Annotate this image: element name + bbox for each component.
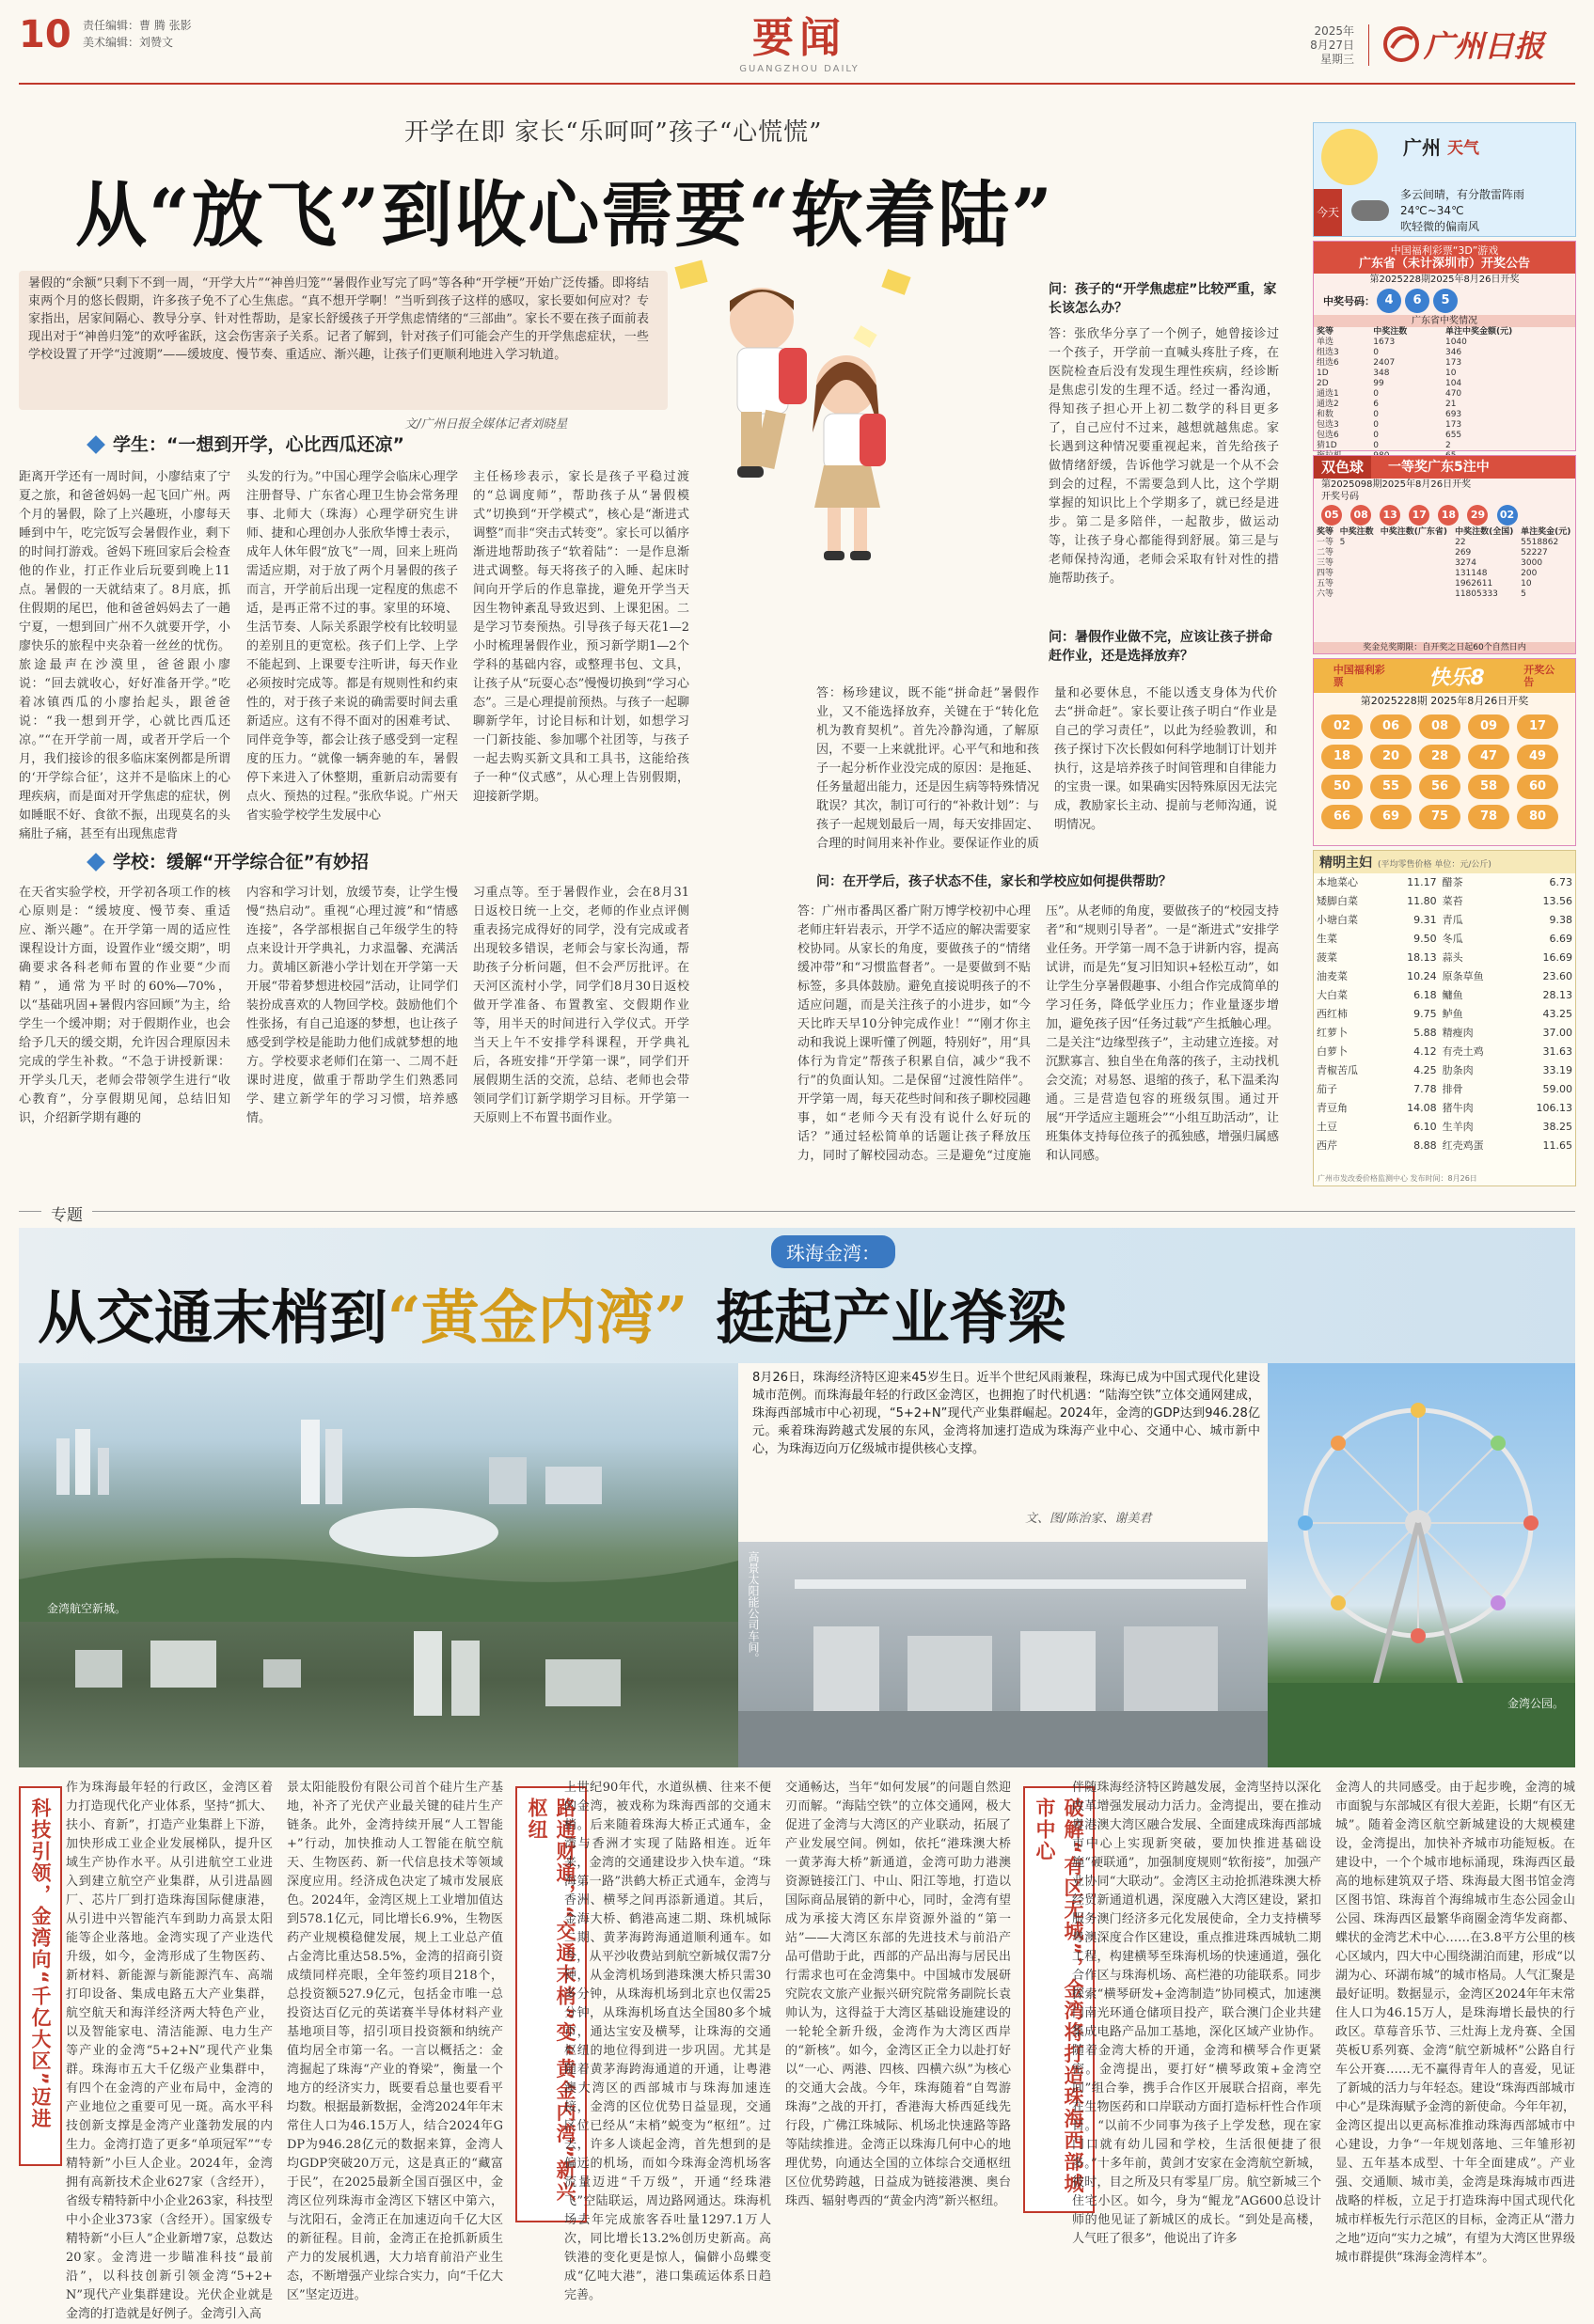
- date-year: 2025年: [1314, 24, 1354, 38]
- market-cell: 10.24: [1407, 970, 1437, 982]
- market-cell: 鲈鱼: [1442, 1008, 1463, 1020]
- ssq-row-cell: 269: [1455, 548, 1472, 557]
- ssq-row-cell: 52227: [1521, 548, 1548, 557]
- market-cell: 精瘦肉: [1442, 1027, 1474, 1039]
- qa2-answer-a: 答：杨珍建议，既不能“拼命赶”暑假作业，又不能选择放弃，关键在于“转化危机为教育契机”。首先冷静沟通，了解原因，不要一上来就批评。心平气和地和孩子一起分析作业没完成的原因：是拖延、任务量超出能力，还是因生病等特殊情况耽误？其次，制订可行的“补救计划”：与孩子一起规划最后一周，每天安排固定、合理的时间用来补作业。要保证作业的质量和必要休息，不能以透支身体为代价去“拼命赶”。家长要让孩子明白“作业是自己的学习责任”，以此为经验教训，和孩子探讨下次长假如何科学地制订计划并执行，这是培养孩子时间管理和自律能力的宝贵一课。如果确实因特殊原因无法完成，教励家长主动、提前与老师沟通，说明情况。: [816, 686, 1277, 851]
- market-cell: 11.17: [1407, 876, 1437, 888]
- kl8-ball: 66: [1321, 805, 1363, 829]
- market-cell: 6.18: [1413, 989, 1437, 1001]
- weather-desc: 多云间晴，有分散雷阵雨: [1400, 188, 1525, 201]
- sun-icon: [1321, 129, 1378, 185]
- lottery-3d-row-cell: 99: [1373, 379, 1384, 388]
- market-header: [1314, 851, 1575, 873]
- lottery-3d-row-cell: 173: [1444, 420, 1462, 430]
- ssq-red-ball: 08: [1350, 505, 1371, 526]
- lottery-3d-row-cell: 1D: [1317, 369, 1329, 378]
- market-row: [1314, 1137, 1575, 1155]
- market-cell: 14.08: [1407, 1102, 1437, 1114]
- photo-aviation-new-city: [19, 1363, 738, 1622]
- market-cell: 原条草鱼: [1442, 970, 1484, 982]
- kl8-ball: 80: [1517, 805, 1558, 829]
- ssq-row: [1314, 579, 1575, 589]
- market-cell: 33.19: [1542, 1064, 1572, 1076]
- photo-jinwan-park: [1268, 1363, 1575, 1767]
- lottery-3d-label: 中奖号码：: [1323, 295, 1375, 307]
- sub2-col1: 在天省实验学校，开学初各项工作的核心原则是：“缓坡度、慢节奏、重适应、渐兴趣”。在开学第一周的适应性课程设计方面，设置作业“缓交期”，明确要求各科老师布置的作业要“少而精”，通常为平时的60%—70%，以“基础巩固+暑假内容回顾”为主，给学生一个缓冲期；对于假期作业，也会给予几天的缓交期，允许因合理原因未完成的学生补救。“不急于讲授新课：开学头几天，老师会带领学生进行“收心教育”，分享假期见闻，总结旧知识，介绍新学期有趣的: [19, 886, 230, 1125]
- ssq-row-cell: [1337, 548, 1378, 558]
- kl8-ball: 60: [1517, 775, 1558, 799]
- market-row: [1314, 1024, 1575, 1043]
- ssq-title: 双色球: [1314, 456, 1371, 479]
- lottery-3d-period: 第2025228期2025年8月26日开奖: [1369, 275, 1520, 285]
- ssq-header-cell: 中奖注数(广东省): [1380, 527, 1448, 537]
- kl8-ball: 28: [1419, 745, 1460, 769]
- ssq-row-cell: [1337, 558, 1378, 569]
- lottery-3d-row-cell: 104: [1444, 379, 1462, 388]
- ssq-row-cell: [1337, 579, 1378, 589]
- special-intro: 8月26日，珠海经济特区迎来45岁生日。近半个世纪风雨兼程，珠海已成为中国式现代化建设城市范例。而珠海最年轻的行政区金湾区，也拥抱了时代机遇：“陆海空铁”立体交通网建成，珠海西部城市中心初现，“5+2+N”现代产业集群崛起。2024年，金湾的GDP达到946.28亿元。乘着珠海跨越式发展的东风，金湾将加速打造成为珠海产业中心、交通中心、城市新中心，为珠海迈向万亿级城市提供核心支撑。: [752, 1371, 1260, 1456]
- market-box: [1313, 850, 1576, 1186]
- ssq-period: 第2025098期2025年8月26日开奖: [1321, 479, 1472, 490]
- market-cell: 11.80: [1407, 895, 1437, 907]
- lottery-3d-row-cell: 1673: [1373, 338, 1396, 347]
- ssq-red-ball: 29: [1467, 505, 1488, 526]
- market-cell: 生菜: [1317, 933, 1337, 945]
- kids-illustration: [658, 244, 940, 583]
- market-cell: 18.13: [1407, 951, 1437, 964]
- market-cell: 醋茶: [1442, 876, 1463, 888]
- ssq-row: [1314, 589, 1575, 600]
- lottery-3d-header-row: [1314, 327, 1575, 338]
- market-cell: 16.69: [1542, 951, 1572, 964]
- ssq-row-cell: 131148: [1455, 569, 1488, 578]
- ssq-row-cell: 5: [1339, 538, 1346, 547]
- sec1-col1: 作为珠海最年轻的行政区，金湾区着力打造现代化产业体系，坚持“抓大、扶小、育新”，打造产业集群上下游，加快形成工业企业发展梯队，提升区域生产协作水平。从引进航空工业进入到建立航空产业集群，从引进晶圆厂、芯片厂到打造珠海国际健康港，从引进中兴智能汽车到助力高景太阳能等企业落地。金湾实现了产业迭代升级，如今，金湾形成了生物医药、新材料、新能源与新能源汽车、高端打印设备、集成电路五大产业集群，航空航天和海洋经济两大特色产业，以及智能家电、清洁能源、电力生产等产业的金湾“5+2+N”现代产业集群。珠海市五大千亿级产业集群中，有四个在金湾的产业布局中，金湾的产业地位之重要可见一斑。高水平科技创新支撑是金湾产业蓬勃发展的内生力。金湾打造了更多“单项冠军”“专精特新”小巨人企业。2024年，金湾拥有高新技术企业627家（含经开），省级专精特新中小企业263家，科技型中小企业373家（含经开）。国家级专精特新“小巨人”企业新增7家，总数达20家。金湾进一步瞄准科技“最前沿”，以科技创新引领金湾“5+2+N”现代产业集群建设。光伏企业就是金湾的打造就是好例子。金湾引入高: [66, 1781, 273, 2321]
- ssq-row-cell: [1378, 538, 1452, 548]
- special-byline: 文、图/陈治家、谢美君: [1025, 1512, 1152, 1526]
- ssq-row: [1314, 548, 1575, 558]
- sub1-col3: 主任杨珍表示，家长是孩子平稳过渡的“总调度师”，帮助孩子从“暑假模式”切换到“开学模式”，核心是“渐进式调整”而非“突击式转变”。家长可以循序渐进地帮助孩子“软着陆”：一是作息渐进式调整。每天将孩子的入睡、起床时间向开学后的作息靠拢，避免开学当天因生物钟紊乱导致迟到、上课犯困。二是学习节奏预热。引导孩子每天花1—2小时梳理暑假作业，预习新学期1—2个学科的基础内容，或整理书包、文具，让孩子从“玩耍心态”慢慢切换到“学习心态”。三是心理提前预热。与孩子一起聊聊新学年，讨论目标和计划，如想学习一门新技能、参加哪个社团等，与孩子一起去购买新文具和工具书，这能给孩子一种“仪式感”，从心理上告别假期，迎接新学期。: [473, 470, 689, 804]
- special-location: 珠海金湾：: [771, 1235, 895, 1268]
- ssq-header-row: [1314, 527, 1575, 538]
- qa1-answer: 答：张欣华分享了一个例子，她曾接诊过一个孩子，开学前一直喊头疼肚子疼，在医院检查后没有发现生理性疾病，经诊断是焦虑引发的生理不适。经过一番沟通，得知孩子担心开上初二数学的科目更多了，自己应付不过来，越想就越焦虑。家长遇到这种情况要重视起来，首先给孩子做情绪舒缓，告诉他学习就是一个从不会到会的过程，不需要急到人比，这个学期掌握的知识比上个学期多了，就已经是进步。第二是多陪伴，一起散步，做运动等，让孩子身心都能得到舒展。第三是与老师保持沟通，老师会采取有针对性的措施帮助孩子。: [1049, 327, 1279, 586]
- lottery-3d-row: [1314, 400, 1575, 410]
- lottery-3d-box: [1313, 241, 1576, 451]
- caption-aviation-new-city: 金湾航空新城。: [47, 1602, 127, 1615]
- sec2-col1: 上世纪90年代，水道纵横、往来不便的金湾，被戏称为珠海西部的交通末梢。后来随着珠海大桥正式通车，金湾与香洲才实现了陆路相连。近年来，金湾的交通建设步入快车道。“珠海第一路”洪鹤大桥正式通车，金湾与香洲、横琴之间再添新通道。其后，金海大桥、鹤港高速二期、珠机城际二期、黄茅海跨海通道顺利通车。如今，从平沙收费站到航空新城仅需7分钟，从金湾机场到港珠澳大桥只需30多分钟，从珠海机场到北京也仅需25分钟，从珠海机场直达全国80多个城市，通达宝安及横琴，让珠海的交通枢纽的地位得到进一步巩固。尤其是随着黄茅海跨海通道的开通，让粤港澳大湾区的西部城市与珠海加速连接，金湾的区位优势日益显现，交通区位已经从“末梢”蜕变为“枢纽”。过去，许多人谈起金湾，首先想到的是偏远的机场，而如今珠海金湾机场客流量迈进“千万级”，开通“经珠港飞”空陆联运，周边路网通达。珠海机场去年完成旅客吞吐量1297.1万人次，同比增长13.2%创历史新高。高铁港的变化更是惊人，偏僻小岛蝶变成“亿吨大港”，港口集疏运体系日趋完善。: [564, 1781, 771, 2302]
- market-cell: 28.13: [1542, 989, 1572, 1001]
- sub2-heading: 学校：缓解“开学综合征”有妙招: [113, 852, 369, 872]
- weather-box: [1313, 122, 1576, 237]
- ssq-blue-ball: 02: [1497, 505, 1518, 526]
- ssq-row-cell: [1378, 579, 1452, 589]
- market-cell: 青椒苦瓜: [1317, 1064, 1358, 1076]
- ssq-row-cell: 3274: [1455, 558, 1476, 568]
- lottery-3d-row-cell: 2407: [1373, 358, 1396, 368]
- market-cell: 4.25: [1413, 1064, 1437, 1076]
- kl8-ball: 02: [1321, 714, 1363, 739]
- market-cell: 蒜头: [1442, 951, 1463, 964]
- special-title-gold: “黄金内湾”: [387, 1283, 688, 1352]
- kl8-box: [1313, 658, 1576, 846]
- lottery-3d-row-cell: 包选6: [1317, 431, 1339, 440]
- lottery-3d-row: [1314, 338, 1575, 348]
- kl8-ball: 18: [1321, 745, 1363, 769]
- article1-byline: 文/广州日报全媒体记者刘晓星: [404, 417, 568, 432]
- market-row: [1314, 1043, 1575, 1061]
- weather-temp: 24℃~34℃: [1400, 204, 1464, 217]
- weekday: 星期三: [1319, 53, 1354, 66]
- ssq-row-cell: 1962611: [1455, 579, 1493, 589]
- market-cell: 红壳鸡蛋: [1442, 1139, 1484, 1152]
- market-cell: 31.63: [1542, 1045, 1572, 1058]
- market-cell: 有壳土鸡: [1442, 1045, 1484, 1058]
- kl8-ball: 75: [1419, 805, 1460, 829]
- ssq-row-cell: 一等: [1317, 538, 1334, 547]
- lottery-3d-row-cell: 173: [1444, 358, 1462, 368]
- cloud-rain-icon: [1351, 200, 1389, 221]
- weather-label: 天气: [1447, 139, 1479, 158]
- kl8-ball: 47: [1468, 745, 1509, 769]
- kl8-ball: 49: [1517, 745, 1558, 769]
- lottery-3d-row-cell: 655: [1444, 431, 1462, 440]
- kl8-ball: 58: [1468, 775, 1509, 799]
- weather-today: 今天: [1314, 189, 1342, 236]
- lottery-3d-table: [1314, 327, 1575, 462]
- lottery-3d-row-cell: 和数: [1317, 410, 1334, 419]
- ssq-row: [1314, 569, 1575, 579]
- kl8-numbers: [1314, 710, 1575, 834]
- market-cell: 青瓜: [1442, 914, 1463, 926]
- caption-factory: 高景太阳能公司车间。: [747, 1551, 760, 1664]
- lottery-3d-row: [1314, 369, 1575, 379]
- market-cell: 23.60: [1542, 970, 1572, 982]
- lottery-3d-row-cell: 通选2: [1317, 400, 1339, 409]
- lottery-3d-row-cell: 346: [1444, 348, 1462, 357]
- ssq-row: [1314, 558, 1575, 569]
- lottery-3d-row-cell: 348: [1373, 369, 1390, 378]
- market-cell: 红萝卜: [1317, 1027, 1348, 1039]
- sub2-col3: 习重点等。至于暑假作业，会在8月31日返校日统一上交，老师的作业点评侧重表扬完成得好的同学，没有完成或者出现较多错误，老师会与家长沟通，帮助孩子分析问题，但不会严厉批评。在天河区流村小学，同学们8月30日返校做开学准备、布置教室、交假期作业等，用半天的时间进行入学仪式。开学当天上午不安排学科课程，开学典礼后，各班安排“开学第一课”，同学们开展假期生活的交流，总结、老师也会带领同学们订新学期学习目标。开学第一天原则上不布置书面作业。: [473, 886, 689, 1125]
- market-cell: 59.00: [1542, 1083, 1572, 1095]
- market-row: [1314, 1118, 1575, 1137]
- ssq-red-ball: 05: [1321, 505, 1342, 526]
- sec3-col1: 伴随珠海经济特区跨越发展，金湾坚持以深化改革增强发展动力活力。金湾提出，要在推动粤港澳大湾区融合发展、全面建成珠海西部城市中心上实现新突破，要加快推进基础设施“硬联通”，加强制度规则“软衔接”，加强产业协同“大联动”。金湾区主动抢抓港珠澳大桥经贸新通道机遇，深度融入大湾区建设，紧扣服务澳门经济多元化发展使命，全力支持横琴粤澳深度合作区建设，重点推进珠西城轨二期工程，构建横琴至珠海机场的快速通道，强化合作区与珠海机场、高栏港的功能联系。同步探索“横琴研发+金湾制造”协同模式，加速澳门南光环通仓储项目投产，联合澳门企业共建集成电路产品加工基地，深化区域产业协作。随着金湾大桥的开通，金湾和横琴合作更紧密。金湾提出，要打好“横琴政策+金湾空间”组合拳，携手合作区开展联合招商，率先在生物医药和口岸联动方面打造标杆性合作项目。“以前不少同事为孩子上学发愁，现在家门口就有幼儿园和学校，生活很便捷了很多。”十多年前，黄剑才安家在金湾航空新城，彼时，目之所及只有零星厂房。航空新城三个住宅小区。如今，身为“鲲龙”AG600总设计师的他见证了新城区的成长。“到处是高楼，人气旺了很多”，他说出了许多: [1072, 1781, 1321, 2246]
- lottery-3d-numbers: [1314, 287, 1575, 315]
- ssq-box: [1313, 455, 1576, 654]
- lottery-3d-row: [1314, 441, 1575, 451]
- ssq-row-cell: 二等: [1317, 548, 1334, 557]
- market-unit: (平均零售价格 单位：元/公斤): [1378, 860, 1491, 870]
- lottery-3d-row-cell: 1040: [1444, 338, 1467, 347]
- special-title-post: 挺起产业脊梁: [716, 1283, 1066, 1352]
- sub1-heading: 学生：“一想到开学，心比西瓜还凉”: [113, 434, 404, 455]
- market-cell: 9.50: [1413, 933, 1437, 945]
- market-row: [1314, 986, 1575, 1005]
- market-row: [1314, 911, 1575, 930]
- market-cell: 6.69: [1549, 933, 1572, 945]
- market-cell: 11.65: [1542, 1139, 1572, 1152]
- ssq-row-cell: [1337, 589, 1378, 600]
- lottery-3d-row-cell: 猜1D: [1317, 441, 1337, 450]
- section-en: GUANGZHOU DAILY: [739, 64, 860, 74]
- kl8-ball: 50: [1321, 775, 1363, 799]
- sec2-heading: 路通财通，“交通末梢”变“黄金内湾”新兴枢纽: [515, 1786, 587, 2222]
- ssq-row: [1314, 538, 1575, 548]
- sec3-col2: 金湾人的共同感受。由于起步晚，金湾的城市面貌与东部城区有很大差距，长期“有区无城”。随着金湾区航空新城建设的大规模建设，金湾提出，加快补齐城市功能短板。在建设中，一个个城市地标涌现，珠海西区最高的地标建筑双子塔、珠海最大图书馆金湾区图书馆、珠海首个海绵城市生态公园金山公园、珠海西区最繁华商圈金湾华发商都、蝶状的金湾艺术中心……在3.8平方公里的核心区域内，四大中心围绕湖泊而建，形成“以湖为心、环湖布城”的城市格局。人气汇聚是最好证明。数据显示，金湾区2024年年末常住人口为46.15万人，是珠海增长最快的行政区。草莓音乐节、三灶海上龙舟赛、全国英板U系列赛、金湾“航空新城杯”公路自行车公开赛……无不赢得青年人的喜爱，见证了新城的活力与年轻态。建设“珠海西部城市中心”是珠海赋予金湾的新使命。今年年初，金湾区提出以更高标准推动珠海西部城市中心建设，力争“一年规划落地、三年雏形初显、五年基本成型、十年全面建成”。产业强、交通顺、城市美，金湾是珠海城市西进战略的样板，立足于打造珠海中国式现代化城市样板先行示范区的目标，金湾正从“潜力之地”迈向“实力之城”，有望为大湾区世界级城市群提供“珠海金湾样本”。: [1335, 1781, 1575, 2265]
- lottery-3d-header-cell: 中奖注数: [1373, 327, 1408, 337]
- qa2-question: 问：暑假作业做不完，应该让孩子拼命赶作业，还是选择放弃？: [1049, 630, 1272, 664]
- lottery-3d-row-cell: 6: [1373, 400, 1379, 409]
- lottery-3d-row-cell: 470: [1444, 389, 1462, 399]
- market-cell: 生羊肉: [1442, 1121, 1474, 1133]
- market-cell: 菜苔: [1442, 895, 1463, 907]
- ssq-row-cell: 22: [1455, 538, 1466, 547]
- lottery-3d-row: [1314, 348, 1575, 358]
- kl8-ball: 55: [1370, 775, 1412, 799]
- ssq-row-cell: 五等: [1317, 579, 1334, 589]
- lottery-3d-row-cell: 0: [1373, 389, 1379, 399]
- ssq-red-ball: 13: [1380, 505, 1400, 526]
- section-title: [724, 4, 875, 74]
- kl8-period: 第2025228期 2025年8月26日开奖: [1360, 695, 1529, 707]
- market-row: [1314, 1005, 1575, 1024]
- lottery-3d-row-cell: 0: [1373, 420, 1379, 430]
- lottery-3d-title1: 中国福利彩票“3D”游戏: [1390, 244, 1499, 257]
- kl8-tag: 开奖公告: [1523, 664, 1555, 688]
- market-title: 精明主妇: [1319, 856, 1372, 871]
- kl8-ball: 08: [1419, 714, 1460, 739]
- market-cell: 106.13: [1536, 1102, 1572, 1114]
- lottery-3d-ball: 6: [1405, 289, 1429, 313]
- market-row: [1314, 892, 1575, 911]
- weather-detail: [1400, 187, 1524, 235]
- market-cell: 白萝卜: [1317, 1045, 1348, 1058]
- lottery-3d-row-cell: 通选1: [1317, 389, 1339, 399]
- market-cell: 西芹: [1317, 1139, 1337, 1152]
- ssq-row-cell: 11805333: [1455, 589, 1498, 599]
- market-cell: 6.73: [1549, 876, 1572, 888]
- sub2-marker: [87, 853, 105, 872]
- market-cell: 13.56: [1542, 895, 1572, 907]
- market-cell: 37.00: [1542, 1027, 1572, 1039]
- ssq-numbers: [1314, 503, 1575, 527]
- market-cell: 4.12: [1413, 1045, 1437, 1058]
- ssq-row-cell: 六等: [1317, 589, 1334, 599]
- lottery-3d-row-cell: 21: [1444, 400, 1457, 409]
- market-cell: 9.75: [1413, 1008, 1437, 1020]
- kl8-ball: 20: [1370, 745, 1412, 769]
- lottery-3d-header-cell: 单注中奖金额(元): [1444, 327, 1513, 337]
- ssq-row-cell: 200: [1521, 569, 1538, 578]
- kl8-ball: 69: [1370, 805, 1412, 829]
- qa1-question: 问：孩子的“开学焦虑症”比较严重，家长该怎么办？: [1049, 282, 1277, 316]
- sub1-marker: [87, 435, 105, 454]
- lottery-3d-row-cell: 包选3: [1317, 420, 1339, 430]
- market-cell: 排骨: [1442, 1083, 1463, 1095]
- market-cell: 8.88: [1413, 1139, 1437, 1152]
- caption-jinwan-park: 金湾公园。: [1507, 1697, 1564, 1710]
- market-cell: 猪牛肉: [1442, 1102, 1474, 1114]
- market-cell: 9.38: [1549, 914, 1572, 926]
- ssq-row-cell: [1378, 589, 1452, 600]
- paper-logo: [1382, 23, 1544, 66]
- lottery-3d-title2: 广东省（未计深圳市）开奖公告: [1358, 257, 1530, 271]
- editor-credits: [83, 17, 192, 51]
- market-cell: 本地菜心: [1317, 876, 1358, 888]
- market-cell: 冬瓜: [1442, 933, 1463, 945]
- photo-factory: [738, 1542, 1293, 1767]
- kl8-ball: 17: [1517, 714, 1558, 739]
- ssq-subtitle: 一等奖广东5注中: [1388, 460, 1490, 475]
- ssq-row-cell: 3000: [1521, 558, 1543, 568]
- paper-name: 广州日报: [1424, 28, 1545, 64]
- lottery-3d-header-cell: 奖等: [1317, 327, 1334, 337]
- ssq-label: 开奖号码: [1321, 492, 1359, 502]
- section-name: 要闻: [752, 14, 846, 62]
- ssq-header-cell: 单注奖金(元): [1521, 527, 1571, 537]
- qa3-question: 问：在开学后，孩子状态不佳，家长和学校应如何提供帮助？: [816, 874, 1172, 889]
- header-rule: [19, 83, 1575, 85]
- market-cell: 大白菜: [1317, 989, 1348, 1001]
- ssq-row-cell: [1378, 569, 1452, 579]
- market-cell: 5.88: [1413, 1027, 1437, 1039]
- ssq-table: [1314, 527, 1575, 600]
- lottery-3d-row: [1314, 389, 1575, 400]
- market-cell: 43.25: [1542, 1008, 1572, 1020]
- lottery-3d-header: [1314, 242, 1575, 274]
- weather-city: 广州: [1403, 136, 1441, 159]
- lottery-3d-row-cell: 组选6: [1317, 358, 1339, 368]
- ssq-row-cell: 10: [1521, 579, 1532, 589]
- lottery-3d-row-cell: 0: [1373, 431, 1379, 440]
- kl8-brand: 中国福利彩票: [1333, 664, 1385, 688]
- date-md: 8月27日: [1310, 39, 1354, 52]
- market-cell: 矮脚白菜: [1317, 895, 1358, 907]
- market-row: [1314, 949, 1575, 967]
- ssq-row-cell: 四等: [1317, 569, 1334, 578]
- ssq-footer: 奖金兑奖期限：自开奖之日起60个自然日内: [1314, 642, 1575, 653]
- market-cell: 38.25: [1542, 1121, 1572, 1133]
- article1-headline: 从“放飞”到收心需要“软着陆”: [75, 173, 1054, 257]
- sec1-col2: 景太阳能股份有限公司首个硅片生产基地，补齐了光伏产业最关键的硅片生产链条。此外，金湾持续开展“人工智能+”行动，加快推动人工智能在航空航天、生物医药、新一代信息技术等领域深度应用。经济成色决定了城市发展底色。2024年，金湾区规上工业增加值达到578.1亿元，同比增长6.9%，生物医药产业规模稳健发展，规上工业总产值占金湾比重达58.5%，金湾的招商引资成绩同样亮眼，全年签约项目218个，总投资额527.9亿元，包括金市唯一总投资达百亿元的英诺赛半导体材料产业基地项目等，招引项目投资额和纳统产值均居全市第一名。一言以概括之：金湾掘起了珠海“产业的脊梁”，衡量一个地方的经济实力，既要看总量也要看平均数。根据最新数据，金湾2024年年末常住人口为46.15万人，结合2024年GDP为946.28亿元的数据来算，金湾人均GDP突破20万元，这是真正的“藏富于民”，在2025最新全国百强区中，金湾区位列珠海市金湾区下辖区中第六，与沈阳石，金湾正在加速迈向千亿大区的新征程。目前，金湾正在抢抓新质生产力的发展机遇，大力培育前沿产业生态，不断增强产业综合实力，向“千亿大区”坚定迈进。: [287, 1781, 503, 2302]
- photo-aviation-new-city-lower: [19, 1622, 738, 1767]
- lottery-3d-row-cell: 2: [1444, 441, 1451, 450]
- kl8-ball: 09: [1468, 714, 1509, 739]
- special-title-pre: 从交通末梢到: [38, 1283, 388, 1352]
- lottery-3d-row-cell: 0: [1373, 441, 1379, 450]
- masthead-logo: [1368, 24, 1369, 66]
- lottery-3d-row-cell: 单选: [1317, 338, 1334, 347]
- kl8-name: 快乐8: [1428, 666, 1485, 690]
- article1-kicker: 开学在即 家长“乐呵呵”孩子“心慌慌”: [404, 118, 823, 147]
- lottery-3d-row-cell: 0: [1373, 410, 1379, 419]
- kl8-header: [1314, 659, 1575, 693]
- lottery-3d-row: [1314, 379, 1575, 389]
- market-cell: 青豆角: [1317, 1102, 1348, 1114]
- market-cell: 鳙鱼: [1442, 989, 1463, 1001]
- market-row: [1314, 1099, 1575, 1118]
- editors: 责任编辑：曹 腾 张影: [83, 19, 192, 32]
- ssq-row-cell: 三等: [1317, 558, 1334, 568]
- lottery-3d-ball: 5: [1433, 289, 1458, 313]
- market-cell: 茄子: [1317, 1083, 1337, 1095]
- lottery-3d-row: [1314, 431, 1575, 441]
- sub2-col2: 内容和学习计划，放缓节奏，让学生慢慢“热启动”。重视“心理过渡”和“情感连接”，各学部根据自己年级学生的特点来设计开学典礼，力求温馨、充满活力。黄埔区新港小学计划在开学第一天开展“带着梦想进校园”活动，让同学们装扮成喜欢的人物回学校。鼓励他们个性张扬，有自己追逐的梦想，也让孩子感受到学校是能助力他们成就梦想的地方。学校要求老师们在第一、二周不赶课时进度，做重于帮助学生们熟悉同学、建立新学年的学习习惯，培养感情。: [246, 886, 458, 1125]
- lottery-3d-row-cell: 组选3: [1317, 348, 1339, 357]
- logo-swoosh-icon: [1382, 25, 1420, 63]
- market-cell: 油麦菜: [1317, 970, 1348, 982]
- ssq-row-cell: 5: [1521, 589, 1526, 599]
- special-rule: [19, 1211, 1575, 1212]
- kl8-ball: 06: [1370, 714, 1412, 739]
- sec1-heading: 科技引领，金湾向“千亿大区”迈进: [19, 1786, 62, 2166]
- sec2-col2: 交通畅达，当年“如何发展”的问题自然迎刃而解。“海陆空铁”的立体交通网，极大促进了金湾与大湾区的产业联动，拓展了产业发展空间。例如，依托“港珠澳大桥一黄茅海大桥”新通道，金湾可助力港澳资源链接江门、中山、阳江等地，打造以国际商品展销的新中心，同时，金湾有望成为承接大湾区东岸资源外溢的“第一站”——大湾区东部的先进技术与前沿产品可借助于此，西部的产品出海与居民出行需求也可在金湾集中。中国城市发展研究院农文旅产业振兴研究院常务副院长袁帅认为，这得益于大湾区基础设施建设的一轮轮全新升级，金湾作为大湾区西岸的“新核”。如今，金湾区正全力以赴打好以“一心、两港、四核、四横六纵”为核心的交通大会战。今年，珠海随着“自驾游珠海”之战的开打，香港海大桥西延线先行段，广佛江珠城际、机场北快速路等路等陆续推进。金湾正以珠海几何中心的地理优势，向通达全国的立体综合交通枢纽区位优势跨越，日益成为链接港澳、奥台珠西、辐射粤西的“黄金内湾”新兴枢纽。: [785, 1781, 1011, 2208]
- market-cell: 土豆: [1317, 1121, 1337, 1133]
- market-table: [1314, 873, 1575, 1155]
- market-cell: 肋条肉: [1442, 1064, 1474, 1076]
- lottery-3d-row-cell: 2D: [1317, 379, 1329, 388]
- market-cell: 6.10: [1413, 1121, 1437, 1133]
- lottery-3d-row: [1314, 410, 1575, 420]
- sec3-heading: 破解“有区无城”，金湾将打造珠海西部城市中心: [1023, 1786, 1095, 2213]
- market-row: [1314, 1061, 1575, 1080]
- ssq-header-cell: 奖等: [1317, 527, 1334, 537]
- special-headline: [38, 1271, 1065, 1355]
- article1-lead-text: 暑假的“余额”只剩下不到一周，“开学大片”“神兽归笼”“暑假作业写完了吗”等各种“开学梗”开始广泛传播。即将结束两个月的悠长假期，许多孩子免不了心生焦虑。“真不想开学啊！”当听到孩子这样的感叹，家长要如何应对？专家指出，居家间隔心、教导分享、针对性帮助，是家长舒缓孩子开学焦虑情绪的“三部曲”。家长不要在孩子面前表现出对于“神兽归笼”的欢呼雀跃，这会伤害亲子关系。记者了解到，针对孩子们可能会产生的开学焦虑症状，一些学校设置了开学“过渡期”——缓坡度、慢节奏、重适应、渐兴趣，让孩子们更顺利地进入学习轨道。: [28, 276, 649, 362]
- lottery-3d-row-cell: 10: [1444, 369, 1457, 378]
- lottery-3d-row: [1314, 420, 1575, 431]
- ssq-red-ball: 18: [1438, 505, 1459, 526]
- sub1-col1: 距离开学还有一周时间，小廖结束了宁夏之旅，和爸爸妈妈一起飞回广州。两个月的暑假，除了上兴趣班，小廖每天睡到中午，吃完饭写会暑假作业，剩下的时间打游戏。爸妈下班回家后会检查他的作业，打正作业后玩要到晚上11点。暑假的一天就结束了。8月底，抓住假期的尾巴，他和爸爸妈妈去了一趟宁夏，一想到回广州不久就要开学，小廖快乐的旅程中夹杂着一丝丝的忧伤。旅途最声在沙漠里，爸爸跟小廖说：“回去就收心，好好准备开学。”吃着冰镇西瓜的小廖抬起头，跟爸爸说：“我一想到开学，心就比西瓜还凉。”“在开学前一周，或者开学后一个月，我们接诊的很多临床案例都是所谓的‘开学综合征’，这并不是临床上的心理疾病，而是面对开学焦虑的症状，例如睡眠不好、食欲不振，出现莫名的头痛肚子痛，甚至有出现焦虑背: [19, 470, 230, 841]
- ssq-red-ball: 17: [1409, 505, 1429, 526]
- market-row: [1314, 873, 1575, 892]
- lottery-3d-row-cell: 693: [1444, 410, 1462, 419]
- market-source: 广州市发改委价格监测中心 发布时间：8月26日: [1318, 1174, 1477, 1183]
- market-row: [1314, 930, 1575, 949]
- market-cell: 菠菜: [1317, 951, 1337, 964]
- market-row: [1314, 967, 1575, 986]
- issue-date: [1302, 24, 1354, 67]
- special-label: 专题: [41, 1201, 92, 1225]
- market-row: [1314, 1080, 1575, 1099]
- market-cell: 小塘白菜: [1317, 914, 1358, 926]
- weather-wind: 吹轻微的偏南风: [1400, 220, 1480, 233]
- ssq-header-cell: 中奖注数(全国): [1455, 527, 1514, 537]
- art-editor: 美术编辑：刘赞文: [83, 36, 174, 49]
- ssq-row-cell: [1378, 548, 1452, 558]
- lottery-3d-row-cell: 0: [1373, 348, 1379, 357]
- kl8-ball: 56: [1419, 775, 1460, 799]
- market-cell: 9.31: [1413, 914, 1437, 926]
- market-cell: 7.78: [1413, 1083, 1437, 1095]
- lottery-3d-ball: 4: [1377, 289, 1401, 313]
- kl8-ball: 78: [1468, 805, 1509, 829]
- ssq-header: [1314, 456, 1575, 479]
- ssq-header-cell: 中奖注数: [1339, 527, 1374, 537]
- qa3-answer: 答：广州市番禺区番广附万博学校初中心理老师庄轩岩表示，开学不适应的解决需要家校协同。从家长的角度，要做孩子的“情绪缓冲带”和“习惯监督者”。一是要做到不贴标签，多具体鼓励。避免直接说明孩子的不适应问题，而是关注孩子的小进步，如“今天比昨天早10分钟完成作业！”“刚才你主动和我说上课听懂了例题，特别好”，用“具体行为肯定”帮孩子积累自信，减少“我不行”的负面认知。二是保留“过渡性陪伴”。开学第一周，每天花些时间和孩子聊校园趣事，如“老师今天有没有说什么好玩的话？”通过轻松简单的话题让孩子释放压力，同时了解校园动态。三是避免“过度施压”。从老师的角度，要做孩子的“校园支持者”和“规则引导者”。一是“渐进式”安排学业任务。开学第一周不急于讲新内容，提高试讲，而是先“复习旧知识+轻松互动”，如让学生分享暑假趣事、小组合作完成简单的学习任务，降低学业压力；作业量逐步增加，避免孩子因“任务过载”产生抵触心理。二是关注“边缘型孩子”，主动建立连接。对沉默寡言、独自坐在角落的孩子，主动找机会交流；对易怒、退缩的孩子，私下温柔沟通。三是营造包容的班级氛围。通过开展“开学适应主题班会”“小组互助活动”，让班集体支持每位孩子的孤独感，增强归属感和认同感。: [797, 904, 1279, 1163]
- market-cell: 西红柿: [1317, 1008, 1348, 1020]
- sub1-col2: 头发的行为。”中国心理学会临床心理学注册督导、广东省心理卫生协会常务理事、北师大（珠海）心理学研究生讲师、捷和心理创办人张欣华博士表示，成年人休年假“放飞”一周，回来上班尚需适应期，对于放了两个月暑假的孩子而言，开学前后出现一定程度的焦虑不适，是再正常不过的事。家里的环境、生活节奏、人际关系跟学校有比较明显的差别且的更宽松。孩子们上学、上学不能起到、上课要专注听讲，每天作业必须按时完成等。都是有规则性和约束性的，对于孩子来说的确需要时间去重新适应。这有不得不面对的困难考试、同伴竞争等，都会让孩子感受到一定程度的压力。“就像一辆奔驰的车，暑假停下来进入了休整期，重新启动需要有点火、预热的过程。”张欣华说。广州天省实验学校学生发展中心: [246, 470, 458, 823]
- lottery-3d-table-title: 广东省中奖情况: [1314, 315, 1575, 327]
- lottery-3d-row: [1314, 358, 1575, 369]
- ssq-row-cell: [1378, 558, 1452, 569]
- page-number: 10: [19, 13, 71, 56]
- ssq-row-cell: [1337, 569, 1378, 579]
- ssq-row-cell: 5518862: [1521, 538, 1559, 547]
